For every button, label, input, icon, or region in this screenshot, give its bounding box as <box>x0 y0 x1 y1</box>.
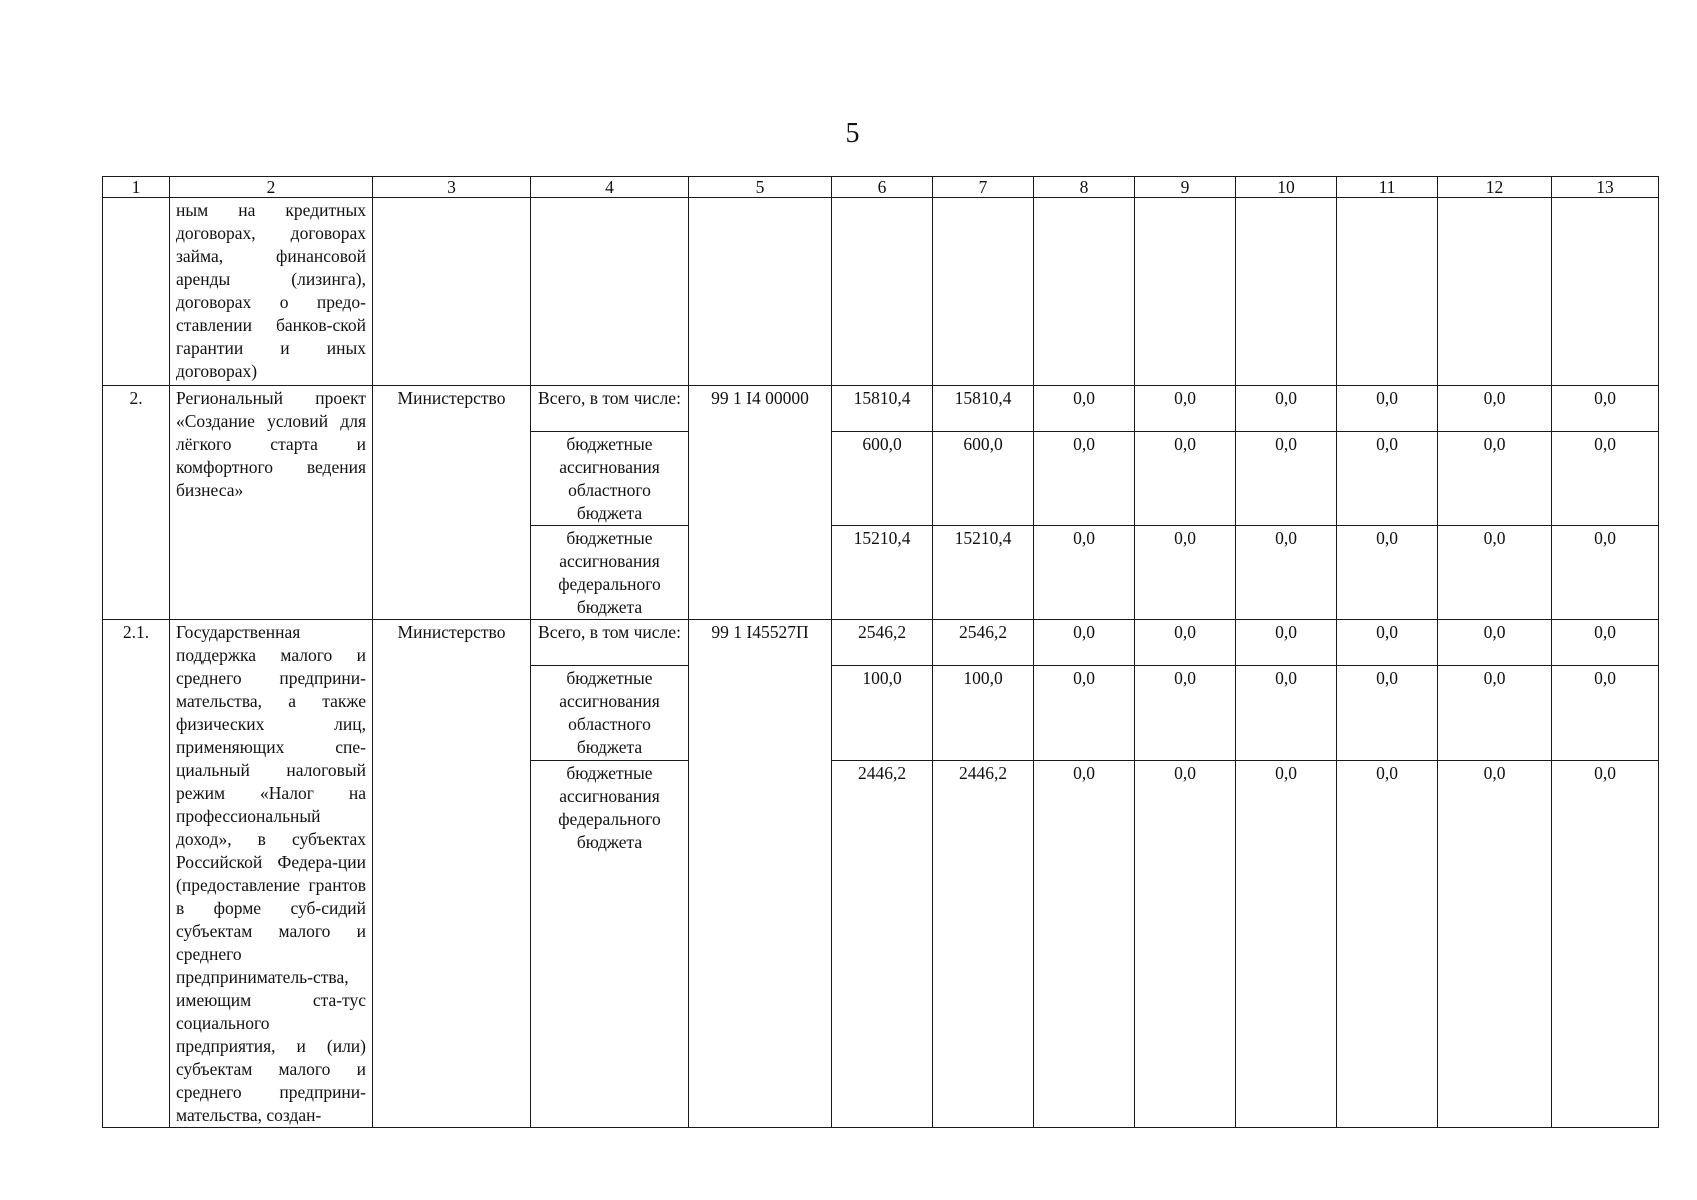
value-cell: 0,0 <box>1236 386 1337 432</box>
value-cell: 0,0 <box>1236 761 1337 1128</box>
budget-code: 99 1 I45527П <box>689 620 832 1128</box>
value-cell: 0,0 <box>1438 386 1552 432</box>
value-cell: 100,0 <box>832 666 933 761</box>
executor: Министерство <box>373 620 531 1128</box>
header-cell: 5 <box>689 177 832 198</box>
value-cell: 0,0 <box>1034 620 1135 666</box>
value-cell: 0,0 <box>1438 620 1552 666</box>
value-cell: 0,0 <box>1438 432 1552 526</box>
value-cell: 2446,2 <box>832 761 933 1128</box>
value-cell: 0,0 <box>1135 432 1236 526</box>
project-name: Региональный проект «Создание условий для лёгкого старта и комфортного ведения бизнеса» <box>170 386 373 620</box>
value-cell: 15810,4 <box>933 386 1034 432</box>
funding-label: бюджетные ассигнования федерального бюджета <box>531 761 689 1128</box>
page-number: 5 <box>845 118 860 149</box>
header-cell: 2 <box>170 177 373 198</box>
budget-table <box>102 176 1659 1128</box>
value-cell: 0,0 <box>1236 620 1337 666</box>
value-cell: 0,0 <box>1135 666 1236 761</box>
value-cell: 0,0 <box>1337 386 1438 432</box>
header-cell: 11 <box>1337 177 1438 198</box>
budget-code: 99 1 I4 00000 <box>689 386 832 620</box>
funding-label: бюджетные ассигнования областного бюджета <box>531 432 689 526</box>
column-number-header <box>103 177 1659 198</box>
project-name: Государственная поддержка малого и среднего предприни-мательства, а также физических лиц, применяющих спе-циальный налоговый режим «Налог на профессиональный доход», в субъектах Российской Федера-ции (предоставление грантов в форме суб-сидий субъектам малого и среднего предприниматель-ства, имеющим ста-тус социального предприятия, и (или) субъектам малого и среднего предприни-мательства, создан- <box>170 620 373 1128</box>
value-cell: 0,0 <box>1438 526 1552 620</box>
value-cell: 0,0 <box>1236 432 1337 526</box>
value-cell: 0,0 <box>1337 620 1438 666</box>
table-row-continuation <box>103 198 1659 386</box>
funding-label: Всего, в том числе: <box>531 386 689 432</box>
header-cell: 9 <box>1135 177 1236 198</box>
value-cell: 0,0 <box>1034 761 1135 1128</box>
value-cell: 600,0 <box>832 432 933 526</box>
value-cell: 15810,4 <box>832 386 933 432</box>
table-row <box>103 620 1659 666</box>
value-cell: 0,0 <box>1236 666 1337 761</box>
value-cell: 0,0 <box>1135 620 1236 666</box>
value-cell: 0,0 <box>1337 666 1438 761</box>
funding-label: Всего, в том числе: <box>531 620 689 666</box>
value-cell: 100,0 <box>933 666 1034 761</box>
row-number: 2.1. <box>103 620 170 1128</box>
value-cell: 0,0 <box>1552 761 1659 1128</box>
executor: Министерство <box>373 386 531 620</box>
table-row <box>103 386 1659 432</box>
row-number: 2. <box>103 386 170 620</box>
value-cell: 0,0 <box>1552 386 1659 432</box>
value-cell: 0,0 <box>1438 666 1552 761</box>
value-cell: 0,0 <box>1034 432 1135 526</box>
value-cell: 0,0 <box>1236 526 1337 620</box>
header-cell: 4 <box>531 177 689 198</box>
value-cell: 0,0 <box>1438 761 1552 1128</box>
header-cell: 6 <box>832 177 933 198</box>
value-cell: 2546,2 <box>933 620 1034 666</box>
value-cell: 0,0 <box>1337 761 1438 1128</box>
header-cell: 8 <box>1034 177 1135 198</box>
value-cell: 0,0 <box>1552 432 1659 526</box>
value-cell: 2546,2 <box>832 620 933 666</box>
value-cell: 2446,2 <box>933 761 1034 1128</box>
value-cell: 0,0 <box>1552 620 1659 666</box>
funding-label: бюджетные ассигнования федерального бюджета <box>531 526 689 620</box>
value-cell: 0,0 <box>1552 526 1659 620</box>
value-cell: 0,0 <box>1135 526 1236 620</box>
value-cell: 15210,4 <box>832 526 933 620</box>
value-cell: 0,0 <box>1337 526 1438 620</box>
header-cell: 7 <box>933 177 1034 198</box>
header-cell: 10 <box>1236 177 1337 198</box>
value-cell: 0,0 <box>1034 386 1135 432</box>
continuation-text: ным на кредитных договорах, договорах займа, финансовой аренды (лизинга), договорах о предо-ставлении банков-ской гарантии и иных договорах) <box>170 198 373 386</box>
funding-label: бюджетные ассигнования областного бюджета <box>531 666 689 761</box>
value-cell: 0,0 <box>1552 666 1659 761</box>
header-cell: 3 <box>373 177 531 198</box>
header-cell: 1 <box>103 177 170 198</box>
header-cell: 12 <box>1438 177 1552 198</box>
value-cell: 600,0 <box>933 432 1034 526</box>
header-cell: 13 <box>1552 177 1659 198</box>
value-cell: 0,0 <box>1034 666 1135 761</box>
value-cell: 0,0 <box>1337 432 1438 526</box>
value-cell: 0,0 <box>1135 761 1236 1128</box>
value-cell: 0,0 <box>1034 526 1135 620</box>
value-cell: 0,0 <box>1135 386 1236 432</box>
value-cell: 15210,4 <box>933 526 1034 620</box>
